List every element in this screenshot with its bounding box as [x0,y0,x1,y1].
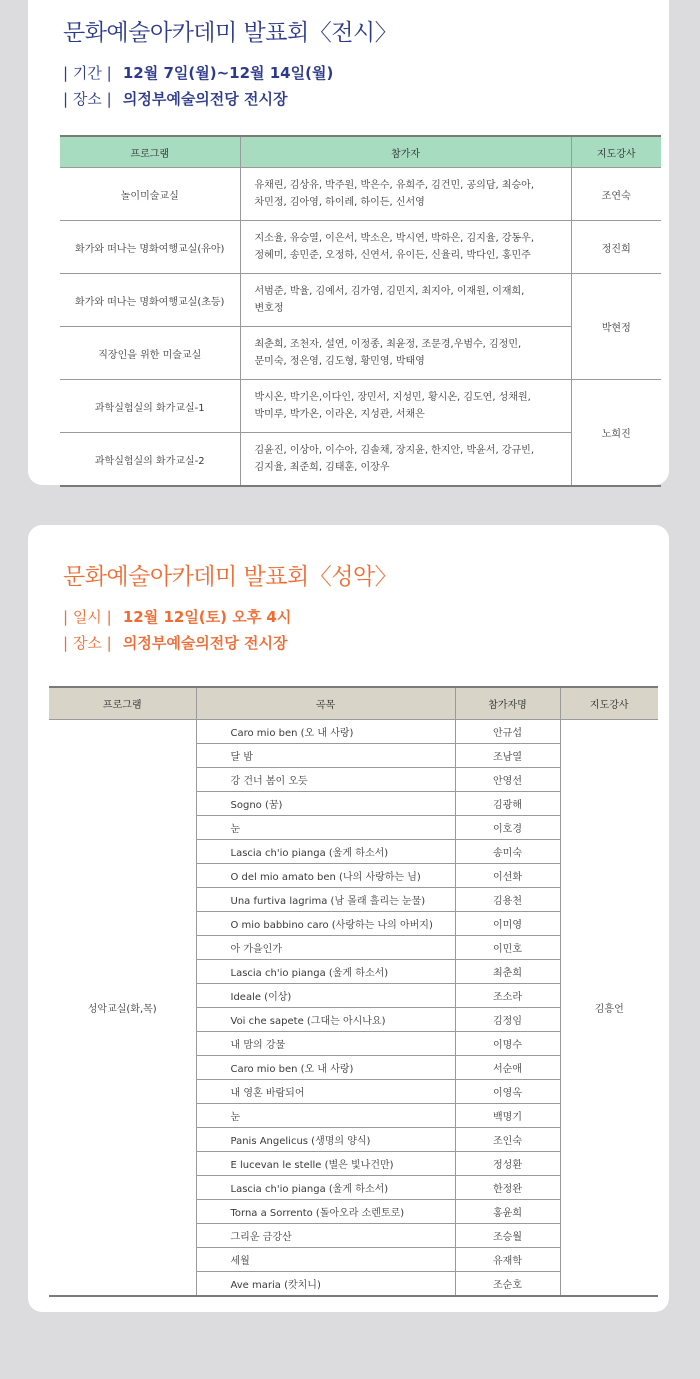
exhibition-title: 문화예술아카데미 발표회〈전시〉 [63,20,398,46]
header-teacher: 지도강사 [560,687,658,720]
song-cell: Ideale (이상) [196,984,455,1008]
exhibition-card [28,0,669,485]
participants-cell: 김윤진, 이상아, 이수아, 김솔채, 장지윤, 한지안, 박윤서, 강규빈, 김지율, 최준희, 김태훈, 이장우 [240,433,571,487]
teacher-cell: 조연숙 [571,168,661,221]
song-cell: 달 밤 [196,744,455,768]
header-teacher: 지도강사 [571,136,661,168]
program-cell: 화가와 떠나는 명화여행교실(초등) [60,274,240,327]
performer-cell: 조순호 [455,1272,560,1297]
program-cell: 놀이미술교실 [60,168,240,221]
performer-cell: 한정완 [455,1176,560,1200]
participants-cell: 서범준, 박율, 김예서, 김가영, 김민지, 최지아, 이재원, 이재희, 변호정 [240,274,571,327]
participants-cell: 유채린, 김상유, 박주원, 박은수, 유희주, 김건민, 공의담, 최승아, 차민정, 김아영, 하이레, 하이든, 신서영 [240,168,571,221]
table-row [60,380,661,433]
song-cell: Una furtiva lagrima (남 몰래 흘리는 눈물) [196,888,455,912]
table-row [60,327,661,380]
header-performer: 참가자명 [455,687,560,720]
song-cell: Caro mio ben (오 내 사랑) [196,1056,455,1080]
performer-cell: 김용천 [455,888,560,912]
song-cell: O del mio amato ben (나의 사랑하는 님) [196,864,455,888]
vocal-table-body [49,720,658,1297]
program-cell: 성악교실(화,목) [49,720,196,1297]
performer-cell: 김정임 [455,1008,560,1032]
program-cell: 과학실험실의 화가교실-2 [60,433,240,487]
header-program: 프로그램 [60,136,240,168]
vocal-card [28,525,669,1312]
performer-cell: 이명수 [455,1032,560,1056]
performer-cell: 김광해 [455,792,560,816]
performer-cell: 이호경 [455,816,560,840]
song-cell: 눈 [196,816,455,840]
performer-cell: 이민호 [455,936,560,960]
header-participants: 참가자 [240,136,571,168]
performer-cell: 정성환 [455,1152,560,1176]
table-header-row [60,136,661,168]
song-cell: E lucevan le stelle (별은 빛나건만) [196,1152,455,1176]
performer-cell: 조남열 [455,744,560,768]
song-cell: Ave maria (캇치니) [196,1272,455,1297]
teacher-cell: 박현정 [571,274,661,380]
song-cell: Lascia ch'io pianga (울게 하소서) [196,1176,455,1200]
participants-cell: 박시온, 박기은,이다인, 장민서, 지성민, 황시온, 김도연, 성채원, 박미루, 박가온, 이라온, 지성관, 서채은 [240,380,571,433]
performer-cell: 안영선 [455,768,560,792]
song-cell: Caro mio ben (오 내 사랑) [196,720,455,744]
program-cell: 직장인을 위한 미술교실 [60,327,240,380]
period-value: 12월 7일(월)~12월 14일(월) [122,64,334,82]
song-cell: 그리운 금강산 [196,1224,455,1248]
place-value: 의정부예술의전당 전시장 [122,90,288,108]
performer-cell: 이영옥 [455,1080,560,1104]
table-header-row [49,687,658,720]
performer-cell: 조승월 [455,1224,560,1248]
performer-cell: 서순애 [455,1056,560,1080]
song-cell: 눈 [196,1104,455,1128]
song-cell: 내 영혼 바람되어 [196,1080,455,1104]
performer-cell: 송미숙 [455,840,560,864]
performer-cell: 안규섭 [455,720,560,744]
song-cell: 강 건너 봄이 오듯 [196,768,455,792]
program-cell: 과학실험실의 화가교실-1 [60,380,240,433]
header-program: 프로그램 [49,687,196,720]
table-row [60,433,661,487]
teacher-cell: 노희진 [571,380,661,487]
exhibition-place [63,88,287,109]
program-cell: 화가와 떠나는 명화여행교실(유아) [60,221,240,274]
song-cell: 아 가을인가 [196,936,455,960]
teacher-cell: 정진희 [571,221,661,274]
vocal-datetime [63,606,291,627]
table-row [60,168,661,221]
header-song: 곡목 [196,687,455,720]
vocal-title: 문화예술아카데미 발표회〈성악〉 [63,564,398,590]
table-row [60,274,661,327]
place-value: 의정부예술의전당 전시장 [122,634,288,652]
datetime-label: | 일시 | [63,608,112,626]
performer-cell: 이미영 [455,912,560,936]
place-label: | 장소 | [63,634,112,652]
exhibition-period [63,62,333,83]
performer-cell: 유재학 [455,1248,560,1272]
table-row [60,221,661,274]
song-cell: Sogno (꿈) [196,792,455,816]
song-cell: 세월 [196,1248,455,1272]
performer-cell: 백명기 [455,1104,560,1128]
table-row [49,720,658,744]
performer-cell: 조인숙 [455,1128,560,1152]
song-cell: Panis Angelicus (생명의 양식) [196,1128,455,1152]
song-cell: Lascia ch'io pianga (울게 하소서) [196,960,455,984]
performer-cell: 이선화 [455,864,560,888]
teacher-cell: 김흥언 [560,720,658,1297]
song-cell: Torna a Sorrento (돌아오라 소렌토로) [196,1200,455,1224]
participants-cell: 최춘희, 조천자, 설연, 이정종, 최윤정, 조문경,우범수, 김정민, 문미숙, 정은영, 김도형, 황민영, 박태영 [240,327,571,380]
performer-cell: 홍윤희 [455,1200,560,1224]
period-label: | 기간 | [63,64,112,82]
song-cell: Voi che sapete (그대는 아시나요) [196,1008,455,1032]
performer-cell: 조소라 [455,984,560,1008]
song-cell: O mio babbino caro (사랑하는 나의 아버지) [196,912,455,936]
exhibition-table [60,135,661,487]
song-cell: 내 맘의 강물 [196,1032,455,1056]
datetime-value: 12월 12일(토) 오후 4시 [122,608,292,626]
place-label: | 장소 | [63,90,112,108]
vocal-place [63,632,287,653]
vocal-table [49,686,658,1297]
participants-cell: 지소율, 유승열, 이은서, 박소은, 박시연, 박하은, 김지율, 강동우, 정혜미, 송민준, 오정하, 신연서, 유이든, 신율리, 박다인, 홍민주 [240,221,571,274]
song-cell: Lascia ch'io pianga (울게 하소서) [196,840,455,864]
performer-cell: 최춘희 [455,960,560,984]
